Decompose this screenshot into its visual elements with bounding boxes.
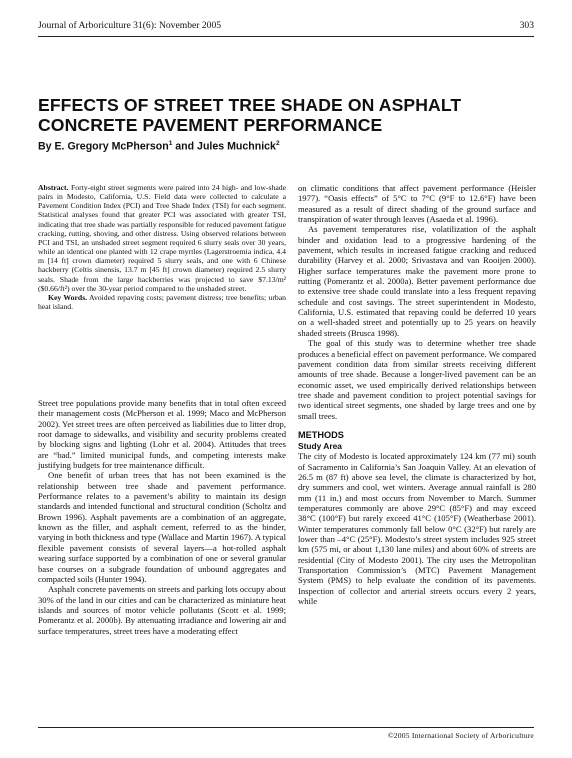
running-header xyxy=(38,20,534,34)
journal-citation: Journal of Arboriculture 31(6): November 2005 xyxy=(38,20,222,31)
author-prefix: By E. Gregory McPherson xyxy=(38,140,169,153)
right-body-column xyxy=(298,183,536,606)
article-title xyxy=(38,95,538,135)
author-affil-2: 2 xyxy=(275,140,280,147)
body-paragraph: The city of Modesto is located approximately 124 km (77 mi) south of Sacramento in California’s San Joaquin Valley. At an elevation of 26.5 m (87 ft) above sea level, the climate is characterized by hot, dry summers and cool, wet winters. Average annual rainfall is 280 mm (11 in.) and most occurs from November to March. Summer temperatures commonly are above 29°C (85°F) and may exceed 38°C (100°F) but rarely exceed 41°C (105°F) (Weatherbase 2001). Winter temperatures commonly fall below 0°C (32°F) but rarely are lower than –4°C (25°F). Modesto’s street system includes 925 street km (575 mi, or about 1,130 lane miles) and about 60% of streets are residential (City of Modesto 2001). The city uses the Metropolitan Transportation Commission’s (MTC) Pavement Management System (PMS) to help evaluate the condition of its pavements. Inspection of collector and arterial streets occurs every 2 years, while xyxy=(298,451,536,607)
abstract-text: Forty-eight street segments were paired into 24 high- and low-shade pairs in Modesto, California, U.S. Field data were collected to calculate a Pavement Condition Index (PCI) and Tree Shade Index (TSI) for each segment. Statistical analyses found that greater PCI was associated with greater TSI, indicating that tree shade was partially responsible for reduced pavement fatigue cracking, rutting, shoving, and other distress. Using observed relations between PCI and TSI, an unshaded street segment required 6 slurry seals over 30 years, while an identical one planted with 12 crape myrtles (Lagerstroemia indica, 4.4 m [14 ft] crown diameter) required 5 slurry seals, and one with 6 Chinese hackberry (Celtis sinensis, 13.7 m [45 ft] crown diameter) required 2.5 slurry seals. Shade from the large hackberries was projected to save $7.13/m² ($0.66/ft²) over the 30-year period compared to the unshaded street. xyxy=(38,183,286,293)
copyright-footer: ©2005 International Society of Arboriculture xyxy=(387,731,534,740)
body-paragraph: Street tree populations provide many benefits that in total often exceed their management costs (McPherson et al. 1999; Maco and McPherson 2002). Yet street trees are often perceived as liabilities due to litter drop, root damage to sidewalks, and visibility and security problems created by blocking signs and lighting (Lohr et al. 2004). Attitudes that trees are “bad.” limited municipal funds, and competing interests make justifying budgets for tree maintenance difficult. xyxy=(38,398,286,471)
body-paragraph: on climatic conditions that affect pavement performance (Heisler 1977). “Oasis effects” of 5°C to 7°C (9°F to 12.6°F) have been measured as a result of direct shading of the ground surface and transpiration of water through leaves (Asaeda et al. 1996). xyxy=(298,183,536,225)
keywords-label: Key Words. xyxy=(48,292,88,302)
keywords-text: Avoided repaving costs; pavement distress; tree benefits; urban heat island. xyxy=(38,292,286,312)
abstract-block xyxy=(38,183,286,311)
title-line-1: EFFECTS OF STREET TREE SHADE ON ASPHALT xyxy=(38,95,462,115)
page-number: 303 xyxy=(519,20,534,31)
header-rule xyxy=(38,36,534,37)
author-byline xyxy=(38,140,280,153)
abstract-label: Abstract. xyxy=(38,183,69,192)
keywords-paragraph xyxy=(38,293,286,311)
section-heading-methods: METHODS xyxy=(298,429,344,440)
body-paragraph: The goal of this study was to determine whether tree shade produces a beneficial effect on pavement performance. We compared pavement condition data from similar streets receiving different amounts of tree shade. Because a longer-lived pavement can be an economic asset, we used empirically derived relationships between tree shade and pavement condition to project potential savings for two identical street segments, one shaded by large trees and one by small trees. xyxy=(298,338,536,421)
left-body-column xyxy=(38,398,286,636)
body-paragraph: One benefit of urban trees that has not been examined is the relationship between tree shade and pavement performance. Performance relates to a pavement’s ability to maintain its design standards and intended functional and structural condition (Scholtz and Brown 1996). Asphalt pavements are a combination of an aggregate, known as the filler, and asphalt cement, referred to as the binder, varying in both thickness and type (Wallace and Martin 1967). A typical flexible pavement consists of several layers—a hot-rolled asphalt wearing surface supported by a combination of one or several granular base courses on a subgrade foundation of unbound aggregates and compacted soils (Hunter 1994). xyxy=(38,470,286,584)
body-paragraph: As pavement temperatures rise, volatilization of the asphalt binder and oxidation lead to a progressive hardening of the pavement, which results in increased fatigue cracking and reduced durability (Harvey et al. 2000; Srivastava and van Rooijen 2000). Higher surface temperatures make the pavement more prone to rutting (Pomerantz et al. 2000a). Better pavement performance due to extensive tree shade could translate into a less frequent repaving schedule and cost savings. The street superintendent in Modesto, California, U.S. estimated that repaving could be deferred 10 years on a well-shaded street and potentially up to 25 years on heavily shaded streets (Brusca 1998). xyxy=(298,224,536,338)
abstract-paragraph xyxy=(38,183,286,293)
author-middle: and Jules Muchnick xyxy=(172,140,276,153)
body-paragraph: Asphalt concrete pavements on streets and parking lots occupy about 30% of the land in our cities and can be characterized as miniature heat islands and sources of motor vehicle pollutants (Scott et al. 1999; Pomerantz et al. 2000b). By attenuating irradiance and lowering air and surface temperatures, street trees have a moderating effect xyxy=(38,584,286,636)
footer-rule xyxy=(38,727,534,728)
title-line-2: CONCRETE PAVEMENT PERFORMANCE xyxy=(38,115,383,135)
subsection-heading-study-area: Study Area xyxy=(298,440,342,451)
author-affil-1: 1 xyxy=(168,140,173,147)
